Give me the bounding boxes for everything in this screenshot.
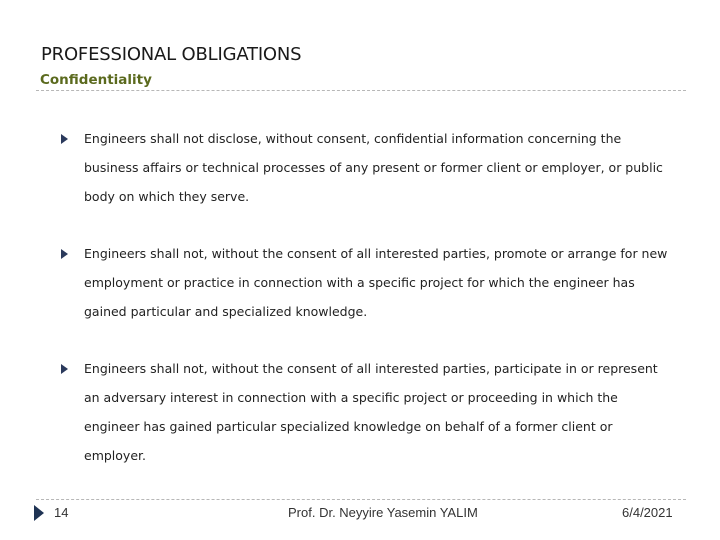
triangle-bullet-icon <box>61 134 68 144</box>
slide-title: PROFESSIONAL OBLIGATIONS <box>41 44 302 65</box>
triangle-marker-icon <box>34 505 44 521</box>
triangle-bullet-icon <box>61 364 68 374</box>
bullet-item <box>60 354 670 470</box>
triangle-bullet-icon <box>61 249 68 259</box>
header-divider <box>36 90 686 91</box>
footer-date: 6/4/2021 <box>622 505 673 520</box>
bullet-list <box>60 124 670 498</box>
bullet-text: Engineers shall not, without the consent of all interested parties, participate in or represent an adversary interest in connection with a specific project or proceeding in which the engineer has gained particular specialized knowledge on behalf of a former client or employer. <box>84 361 658 463</box>
bullet-item <box>60 239 670 326</box>
bullet-text: Engineers shall not disclose, without consent, confidential information concerning the business affairs or technical processes of any present or former client or employer, or public body on which they serve. <box>84 131 663 204</box>
footer-author: Prof. Dr. Neyyire Yasemin YALIM <box>288 505 478 520</box>
slide-number: 14 <box>54 505 69 520</box>
bullet-item <box>60 124 670 211</box>
slide-subtitle: Confidentiality <box>40 72 152 88</box>
footer-divider <box>36 499 686 500</box>
bullet-text: Engineers shall not, without the consent of all interested parties, promote or arrange for new employment or practice in connection with a specific project for which the engineer has gained particular and specialized knowledge. <box>84 246 668 319</box>
